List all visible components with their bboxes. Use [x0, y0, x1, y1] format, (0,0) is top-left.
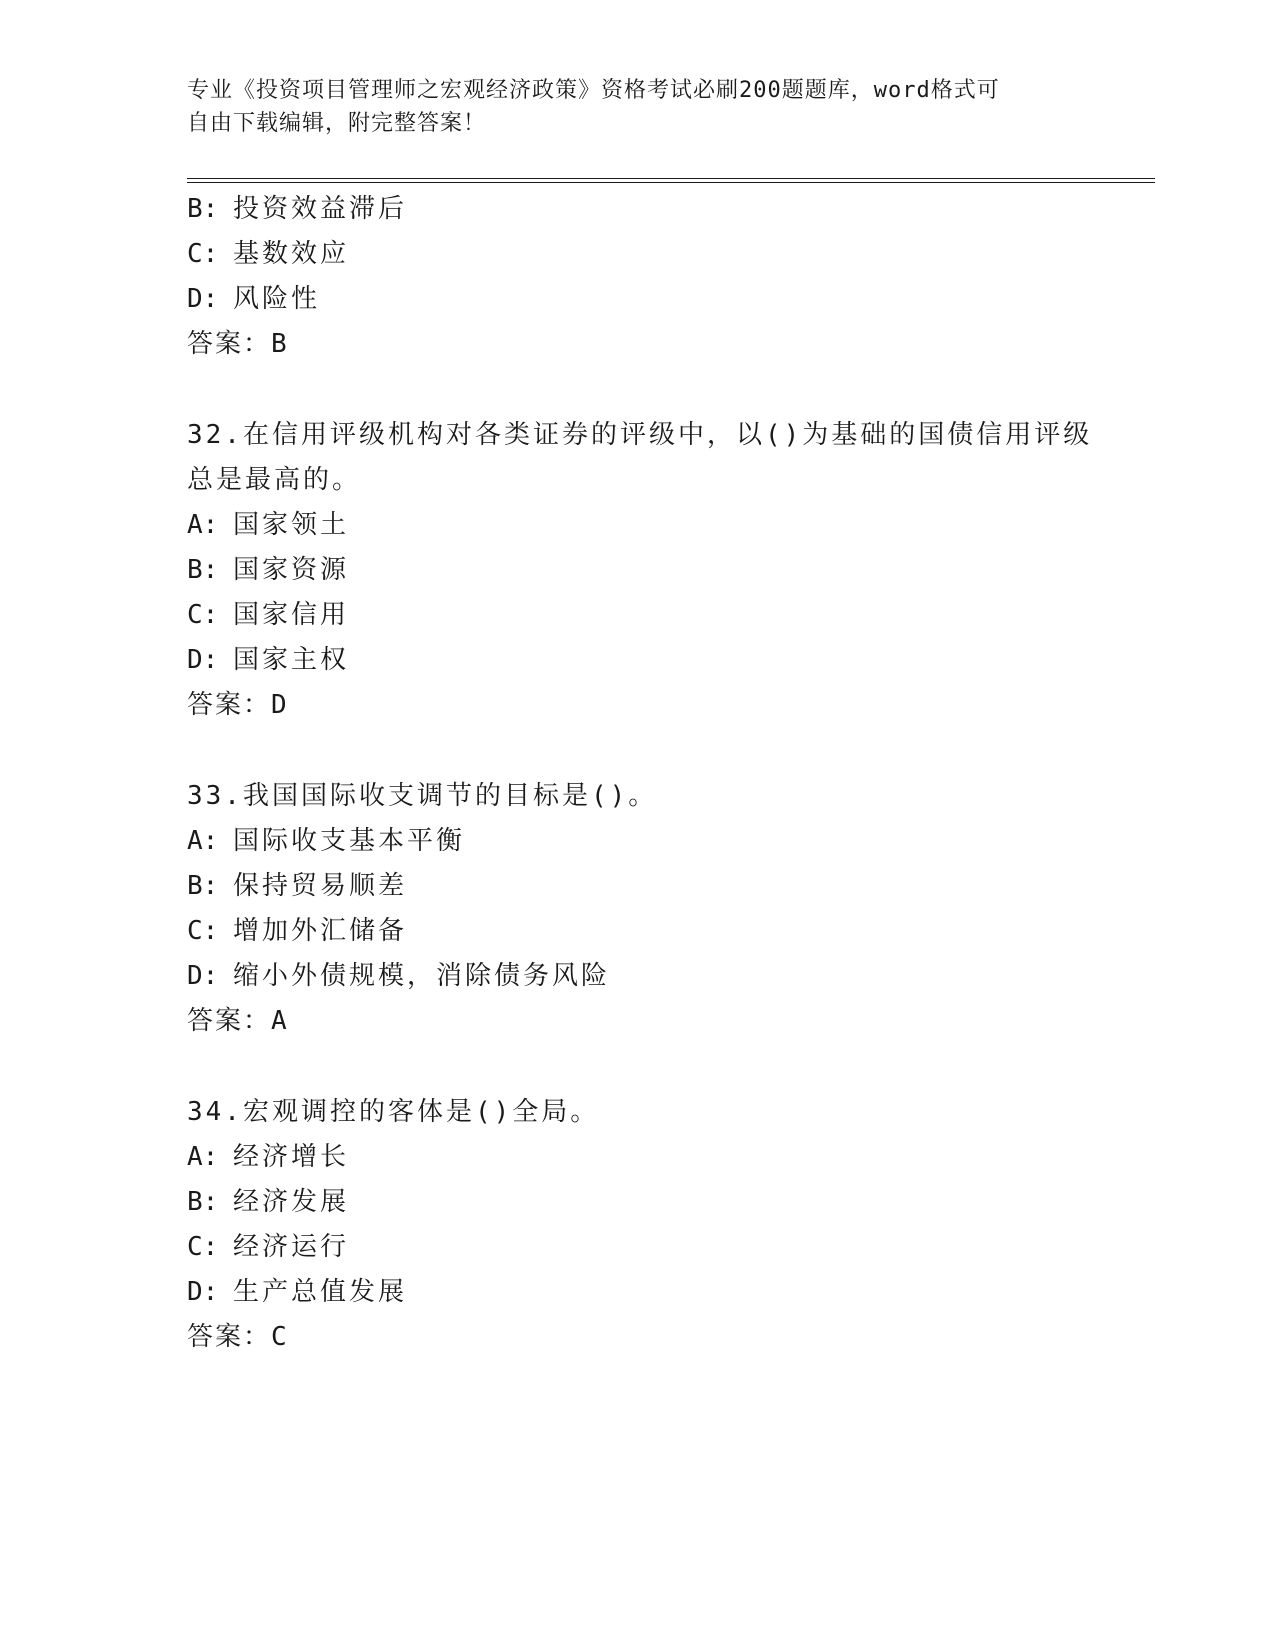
q32-stem-line-1: 32.在信用评级机构对各类证券的评级中，以()为基础的国债信用评级: [187, 420, 1093, 450]
q32-option-d: D: 国家主权: [187, 645, 350, 675]
q33-option-a: A: 国际收支基本平衡: [187, 826, 466, 856]
header-divider-top: [187, 178, 1155, 179]
q34-option-d: D: 生产总值发展: [187, 1277, 408, 1307]
q32-answer: 答案：D: [187, 690, 289, 720]
prev-answer: 答案：B: [187, 329, 289, 359]
q34-option-c: C: 经济运行: [187, 1232, 350, 1262]
document-header: [187, 74, 1067, 140]
prev-option-b: B: 投资效益滞后: [187, 194, 408, 224]
q34-answer: 答案：C: [187, 1322, 289, 1352]
q32-option-a: A: 国家领土: [187, 510, 350, 540]
header-divider-bottom: [187, 182, 1155, 183]
q34-option-b: B: 经济发展: [187, 1187, 350, 1217]
q32-stem-line-2: 总是最高的。: [187, 465, 362, 495]
q32-option-b: B: 国家资源: [187, 555, 350, 585]
header-line-1: 专业《投资项目管理师之宏观经济政策》资格考试必刷200题题库，word格式可: [187, 78, 1000, 103]
q33-option-b: B: 保持贸易顺差: [187, 871, 408, 901]
q34-stem: 34.宏观调控的客体是()全局。: [187, 1097, 600, 1127]
prev-option-c: C: 基数效应: [187, 239, 350, 269]
q33-option-c: C: 增加外汇储备: [187, 916, 408, 946]
q33-stem: 33.我国国际收支调节的目标是()。: [187, 781, 658, 811]
q33-option-d: D: 缩小外债规模，消除债务风险: [187, 961, 611, 991]
q32-option-c: C: 国家信用: [187, 600, 350, 630]
prev-option-d: D: 风险性: [187, 284, 321, 314]
q33-answer: 答案：A: [187, 1006, 289, 1036]
q34-option-a: A: 经济增长: [187, 1142, 350, 1172]
header-line-2: 自由下载编辑，附完整答案！: [187, 111, 487, 136]
